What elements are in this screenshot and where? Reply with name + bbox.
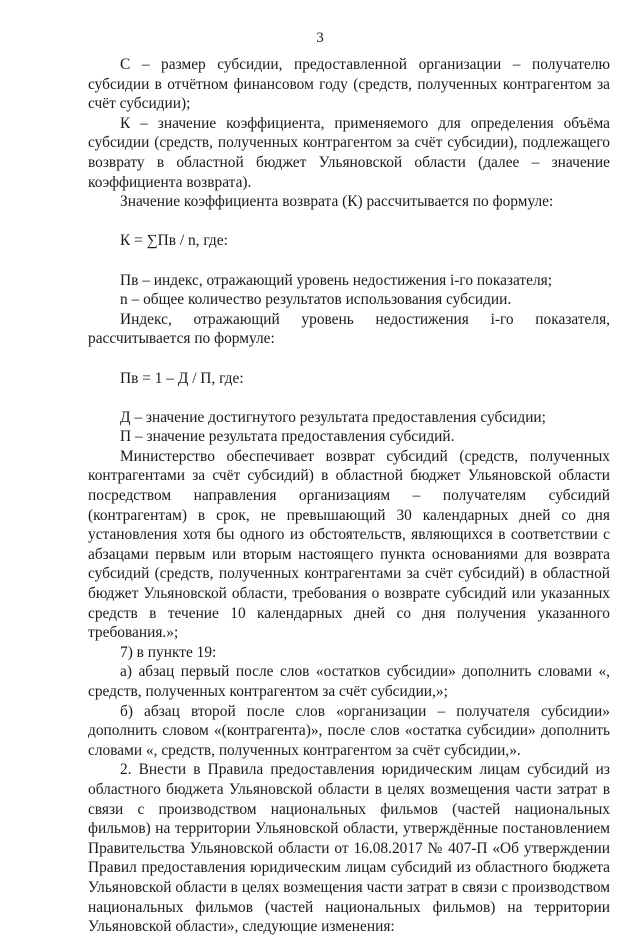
paragraph-index-intro: Индекс, отражающий уровень недостижения i-го показателя, рассчитывается по формуле: [88,310,610,348]
paragraph-c-definition: С – размер субсидии, предоставленной организации – получателю субсидии в отчётном финансовом году (средств, полученных контрагентом за счёт субсидии); [88,56,610,113]
document-body [88,55,610,937]
paragraph-d-definition: Д – значение достигнутого результата предоставления субсидии; [120,408,546,426]
paragraph-item-7: 7) в пункте 19: [120,643,217,661]
paragraph-section-2: 2. Внести в Правила предоставления юридическим лицам субсидий из областного бюджета Ульяновской области в целях возмещения части затрат в связи с производством национальных фильмов (частей национальных фильмов) на территории Ульяновской области, утверждённые постановлением Правительства Ульяновской области от 16.08.2017 № 407-П «Об утверждении Правил предоставления юридическим лицам субсидий из областного бюджета Ульяновской области в целях возмещения части затрат в связи с производством национальных фильмов (частей национальных фильмов) на территории Ульяновской области», следующие изменения: [88,761,610,936]
paragraph-p-definition: П – значение результата предоставления субсидий. [120,428,455,446]
formula-pv: Пв = 1 – Д / П, где: [120,369,244,387]
page-number: 3 [316,30,324,46]
paragraph-ministry-return: Министерство обеспечивает возврат субсидий (средств, полученных контрагентами за счёт субсидий) в областной бюджет Ульяновской области посредством направления организациям – получателям субсидий (контрагентам) в срок, не превышающий 30 календарных дней со дня установления хотя бы одного из обстоятельств, являющихся в соответствии с абзацами первым или вторым настоящего пункта основаниями для возврата субсидий (средств, полученных контрагентами за счёт субсидий) в областной бюджет Ульяновской области, требования о возврате субсидий или указанных средств в течение 10 календарных дней со дня получения указанного требования.»; [88,447,610,642]
paragraph-n-definition: n – общее количество результатов использования субсидии. [120,291,512,309]
paragraph-item-7a: а) абзац первый после слов «остатков субсидии» дополнить словами «, средств, полученных контрагентом за счёт субсидии,»; [88,663,610,700]
paragraph-pv-definition: Пв – индекс, отражающий уровень недостижения i-го показателя; [120,271,553,289]
formula-k: К = ∑Пв / n, где: [120,232,228,250]
paragraph-item-7b: б) абзац второй после слов «организации – получателя субсидии» дополнить словом «(контрагента)», после слов «остатка субсидии» дополнить словами «, средств, полученных контрагентом за счёт субсидии,». [88,702,610,759]
paragraph-k-formula-intro: Значение коэффициента возврата (К) рассчитывается по формуле: [120,193,554,211]
paragraph-k-definition: К – значение коэффициента, применяемого для определения объёма субсидии (средств, полученных контрагентом за счёт субсидии), подлежащего возврату в областной бюджет Ульяновской области (далее – значение коэффициента возврата). [88,114,610,191]
